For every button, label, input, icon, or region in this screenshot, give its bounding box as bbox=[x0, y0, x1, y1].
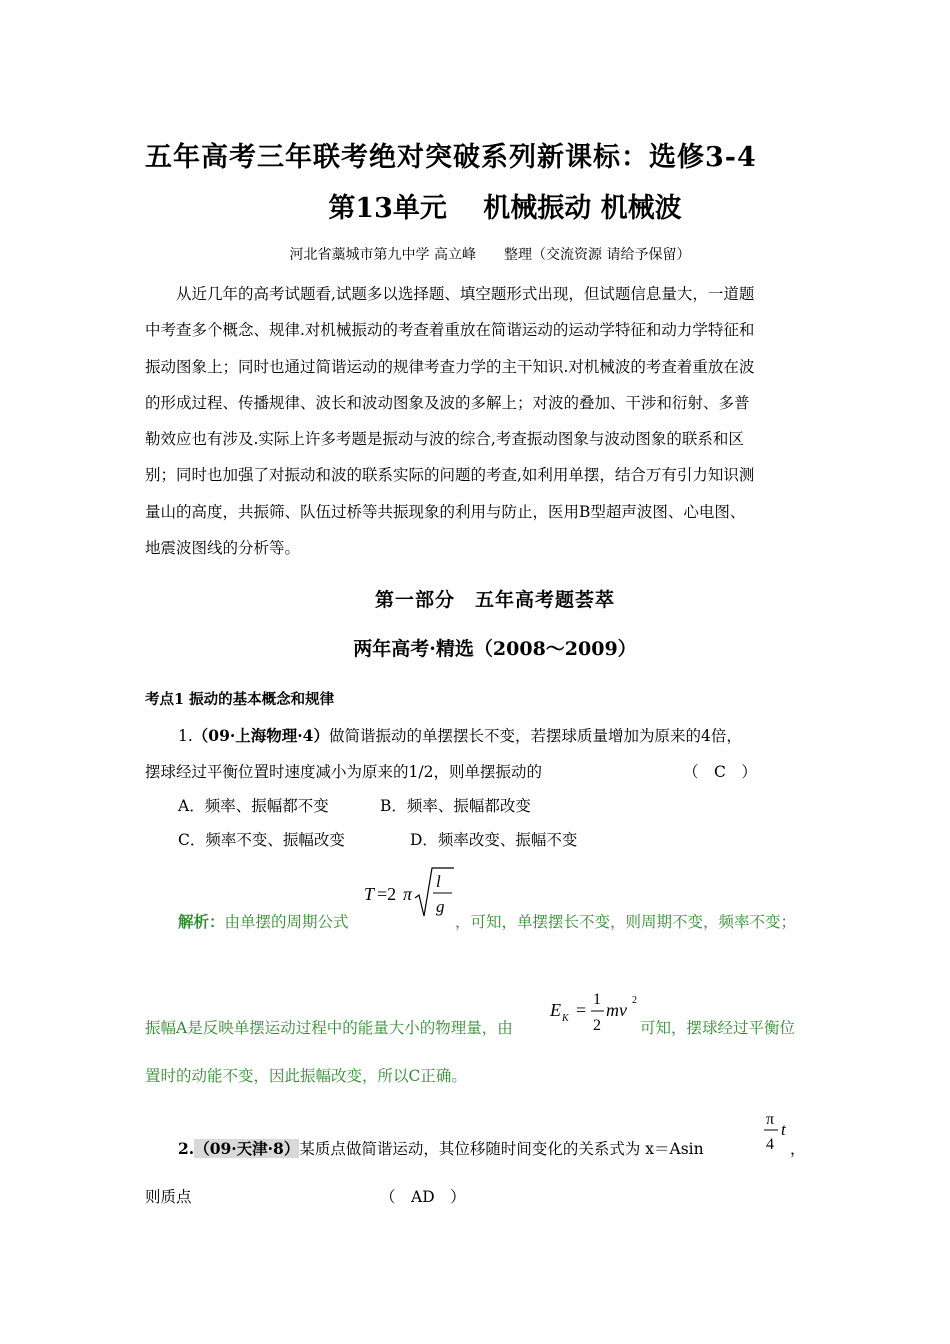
question-1-answer: （ C ） bbox=[683, 763, 757, 781]
formula-symbol: π bbox=[403, 884, 413, 904]
formula-symbol: 1 bbox=[593, 991, 601, 1008]
intro-line: 别；同时也加强了对振动和波的联系实际的问题的考查,如利用单摆，结合万有引力知识测 bbox=[145, 466, 755, 485]
question-1-line-1 bbox=[178, 724, 742, 746]
formula-symbol: t bbox=[781, 1120, 786, 1139]
option-c: C．频率不变、振幅改变 bbox=[178, 831, 345, 849]
intro-line: 量山的高度，共振筛、队伍过桥等共振现象的利用与防止，医用B型超声波图、心电图、 bbox=[145, 502, 746, 521]
question-text: 某质点做简谐运动，其位移随时间变化的关系式为 x＝Asin bbox=[299, 1140, 704, 1158]
question-2-line-1 bbox=[178, 1137, 704, 1159]
question-2-answer: （ AD ） bbox=[380, 1188, 466, 1206]
intro-line: 地震波图线的分析等。 bbox=[145, 539, 301, 558]
intro-line: 振动图象上；同时也通过简谐运动的规律考查力学的主干知识.对机械波的考查着重放在波 bbox=[145, 357, 755, 376]
question-number: 1. bbox=[178, 727, 193, 745]
analysis-line-2: 振幅A是反映单摆运动过程中的能量大小的物理量，由 bbox=[145, 1019, 513, 1037]
question-2-tail: ， bbox=[790, 1140, 806, 1158]
section-heading-selection: 两年高考·精选（2008～2009） bbox=[353, 638, 637, 660]
formula-symbol: T bbox=[364, 884, 375, 904]
question-1-line-2: 摆球经过平衡位置时速度减小为原来的1/2，则单摆振动的 bbox=[145, 763, 542, 781]
intro-paragraph bbox=[145, 276, 810, 566]
sqrt-sign bbox=[415, 868, 454, 916]
analysis-line-1-tail: ，可知，单摆摆长不变，则周期不变，频率不变； bbox=[455, 913, 797, 931]
formula-symbol: mv bbox=[606, 1000, 627, 1020]
formula-symbol: K bbox=[562, 1013, 569, 1024]
analysis-text: 由单摆的周期公式 bbox=[224, 913, 349, 931]
section-heading-part: 第一部分 五年高考题荟萃 bbox=[374, 589, 615, 611]
question-source: （09·天津·8） bbox=[194, 1139, 300, 1158]
unit-title: 第13单元 机械振动 机械波 bbox=[328, 193, 682, 224]
formula-symbol: 2 bbox=[593, 1017, 601, 1034]
intro-line: 勒效应也有涉及.实际上许多考题是振动与波的综合,考查振动图象与波动图象的联系和区 bbox=[145, 430, 744, 449]
question-text: 做简谐振动的单摆摆长不变，若摆球质量增加为原来的4倍， bbox=[328, 727, 742, 745]
question-2-line-2: 则质点 bbox=[145, 1188, 192, 1206]
question-number: 2. bbox=[178, 1139, 195, 1158]
formula-symbol: = bbox=[576, 1000, 587, 1020]
formula-symbol: E bbox=[550, 1000, 561, 1020]
author-line: 河北省藁城市第九中学 高立峰 整理（交流资源 请给予保留） bbox=[289, 247, 691, 263]
formula-symbol: g bbox=[436, 897, 445, 916]
option-d: D．频率改变、振幅不变 bbox=[410, 831, 578, 849]
analysis-line-2-tail: 可知，摆球经过平衡位 bbox=[640, 1019, 796, 1037]
period-formula bbox=[362, 862, 457, 926]
formula-symbol: 4 bbox=[766, 1136, 774, 1153]
option-b: B．频率、振幅都改变 bbox=[380, 797, 531, 815]
question-source: （09·上海物理·4） bbox=[192, 726, 329, 745]
intro-line: 从近几年的高考试题看,试题多以选择题、填空题形式出现，但试题信息量大，一道题 bbox=[145, 285, 755, 303]
formula-symbol: 2 bbox=[632, 995, 637, 1006]
formula-symbol: π bbox=[766, 1111, 775, 1128]
formula-symbol: l bbox=[436, 872, 441, 891]
option-a: A．频率、振幅都不变 bbox=[178, 797, 329, 815]
analysis-label: 解析： bbox=[178, 912, 225, 931]
energy-formula bbox=[548, 984, 640, 1038]
document-title: 五年高考三年联考绝对突破系列新课标：选修3-4 bbox=[145, 142, 757, 173]
analysis-line-1 bbox=[178, 910, 349, 932]
formula-symbol: =2 bbox=[377, 884, 397, 904]
intro-line: 的形成过程、传播规律、波长和波动图象及波的多解上；对波的叠加、干涉和衍射、多普 bbox=[145, 393, 750, 412]
topic-heading: 考点1 振动的基本概念和规律 bbox=[145, 691, 335, 708]
analysis-line-3: 置时的动能不变，因此振幅改变，所以C正确。 bbox=[145, 1067, 467, 1085]
intro-line: 中考查多个概念、规律.对机械振动的考查着重放在简谐运动的运动学特征和动力学特征和 bbox=[145, 321, 755, 340]
